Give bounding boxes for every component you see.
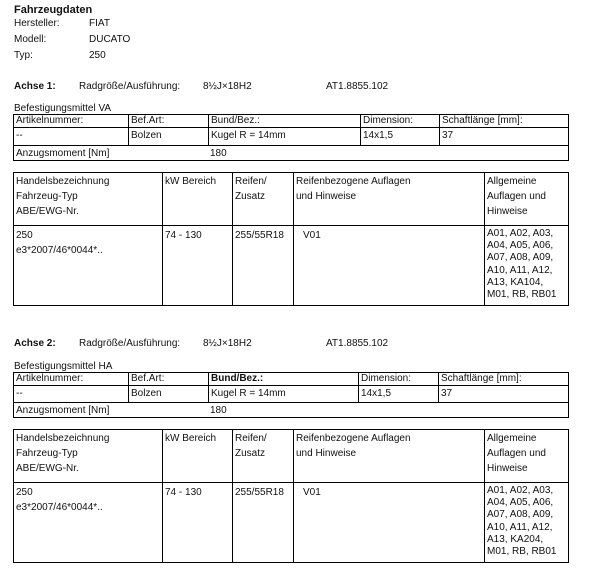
torque-value: 180 <box>210 405 227 416</box>
header-allgemein-line: Auflagen und <box>487 191 546 202</box>
header-handels-line: Handelsbezeichnung <box>16 176 110 187</box>
row-allgemein-line: M01, RB, RB01 <box>487 289 557 301</box>
row-auflagen: V01 <box>303 487 321 498</box>
row-allgemein-line: A10, A11, A12, <box>487 264 553 276</box>
header-reifen-line: Zusatz <box>235 448 266 459</box>
header-auflagen-line: Reifenbezogene Auflagen <box>296 433 411 444</box>
value-artikelnummer: -- <box>16 130 23 141</box>
row-handels-line: 250 <box>16 230 33 241</box>
value-befart: Bolzen <box>131 130 162 141</box>
value-dimension: 14x1,5 <box>363 130 394 141</box>
row-reifen: 255/55R18 <box>235 487 284 498</box>
torque-label: Anzugsmoment [Nm] <box>16 148 110 159</box>
row-allgemein-line: A10, A11, A12, <box>487 521 553 533</box>
row-handels-line: e3*2007/46*0044*.. <box>16 245 103 256</box>
header-dimension: Dimension: <box>361 373 412 384</box>
row-allgemein-line: A01, A02, A03, <box>487 485 554 496</box>
vehicle-label-manufacturer: Hersteller: <box>14 18 60 29</box>
header-befart: Bef.Art: <box>131 373 165 384</box>
header-kw: kW Bereich <box>165 176 217 187</box>
row-reifen: 255/55R18 <box>235 230 284 241</box>
vehicle-value-manufacturer: FIAT <box>89 18 110 29</box>
header-allgemein-line: Allgemeine <box>487 176 537 187</box>
header-schaftlaenge: Schaftlänge [mm]: <box>441 373 522 384</box>
header-handels-line: ABE/EWG-Nr. <box>16 206 79 217</box>
vehicle-label-type: Typ: <box>14 50 33 61</box>
fastener-table <box>13 372 569 418</box>
header-handels-line: Handelsbezeichnung <box>16 433 110 444</box>
torque-label: Anzugsmoment [Nm] <box>16 405 110 416</box>
header-auflagen-line: und Hinweise <box>296 448 357 459</box>
axle-label: Achse 1: <box>14 81 56 92</box>
header-allgemein-line: Auflagen und <box>487 448 546 459</box>
row-kw: 74 - 130 <box>165 230 202 241</box>
row-allgemein-line: A04, A05, A06, <box>487 497 554 509</box>
row-allgemein-line: M01, RB, RB01 <box>487 546 557 558</box>
fastener-table <box>13 114 569 161</box>
wheel-size-label: Radgröße/Ausführung: <box>79 338 181 349</box>
row-allgemein-line: A01, A02, A03, <box>487 228 554 239</box>
header-reifen-line: Reifen/ <box>235 433 267 444</box>
wheel-size-value: 8½J×18H2 <box>203 81 252 92</box>
fastener-title: Befestigungsmittel HA <box>14 361 113 372</box>
header-handels-line: ABE/EWG-Nr. <box>16 463 79 474</box>
wheel-article-code: AT1.8855.102 <box>326 338 389 349</box>
row-auflagen: V01 <box>303 230 321 241</box>
details-table <box>13 172 569 306</box>
header-auflagen-line: und Hinweise <box>296 191 357 202</box>
wheel-size-value: 8½J×18H2 <box>203 338 252 349</box>
header-bund: Bund/Bez.: <box>211 115 260 126</box>
header-dimension: Dimension: <box>363 115 414 126</box>
row-allgemein-line: A13, KA104, <box>487 276 544 288</box>
header-artikelnummer: Artikelnummer: <box>16 373 84 384</box>
header-allgemein-line: Allgemeine <box>487 433 537 444</box>
vehicle-label-model: Modell: <box>14 34 47 45</box>
header-allgemein-line: Hinweise <box>487 463 528 474</box>
value-befart: Bolzen <box>131 388 162 399</box>
fastener-title: Befestigungsmittel VA <box>14 103 112 114</box>
header-schaftlaenge: Schaftlänge [mm]: <box>442 115 523 126</box>
header-allgemein-line: Hinweise <box>487 206 528 217</box>
value-schaftlaenge: 37 <box>441 388 453 399</box>
row-allgemein-line: A04, A05, A06, <box>487 240 554 252</box>
row-allgemein-line: A13, KA204, <box>487 533 544 545</box>
value-bund: Kugel R = 14mm <box>211 388 286 399</box>
value-bund: Kugel R = 14mm <box>211 130 286 141</box>
header-reifen-line: Zusatz <box>235 191 266 202</box>
row-handels-line: e3*2007/46*0044*.. <box>16 502 103 513</box>
details-table <box>13 429 569 563</box>
row-kw: 74 - 130 <box>165 487 202 498</box>
header-befart: Bef.Art: <box>131 115 165 126</box>
row-allgemein-line: A07, A08, A09, <box>487 509 554 521</box>
header-auflagen-line: Reifenbezogene Auflagen <box>296 176 411 187</box>
axle-label: Achse 2: <box>14 338 56 349</box>
value-artikelnummer: -- <box>16 388 23 399</box>
value-schaftlaenge: 37 <box>442 130 454 141</box>
wheel-article-code: AT1.8855.102 <box>326 81 389 92</box>
header-kw: kW Bereich <box>165 433 217 444</box>
header-artikelnummer: Artikelnummer: <box>16 115 84 126</box>
row-allgemein-line: A07, A08, A09, <box>487 252 554 264</box>
vehicle-title: Fahrzeugdaten <box>14 4 93 16</box>
vehicle-value-model: DUCATO <box>89 34 131 45</box>
header-handels-line: Fahrzeug-Typ <box>16 191 78 202</box>
vehicle-value-type: 250 <box>89 50 106 61</box>
row-handels-line: 250 <box>16 487 33 498</box>
wheel-size-label: Radgröße/Ausführung: <box>79 81 181 92</box>
header-handels-line: Fahrzeug-Typ <box>16 448 78 459</box>
torque-value: 180 <box>210 148 227 159</box>
header-reifen-line: Reifen/ <box>235 176 267 187</box>
header-bund: Bund/Bez.: <box>211 373 264 384</box>
value-dimension: 14x1,5 <box>361 388 392 399</box>
